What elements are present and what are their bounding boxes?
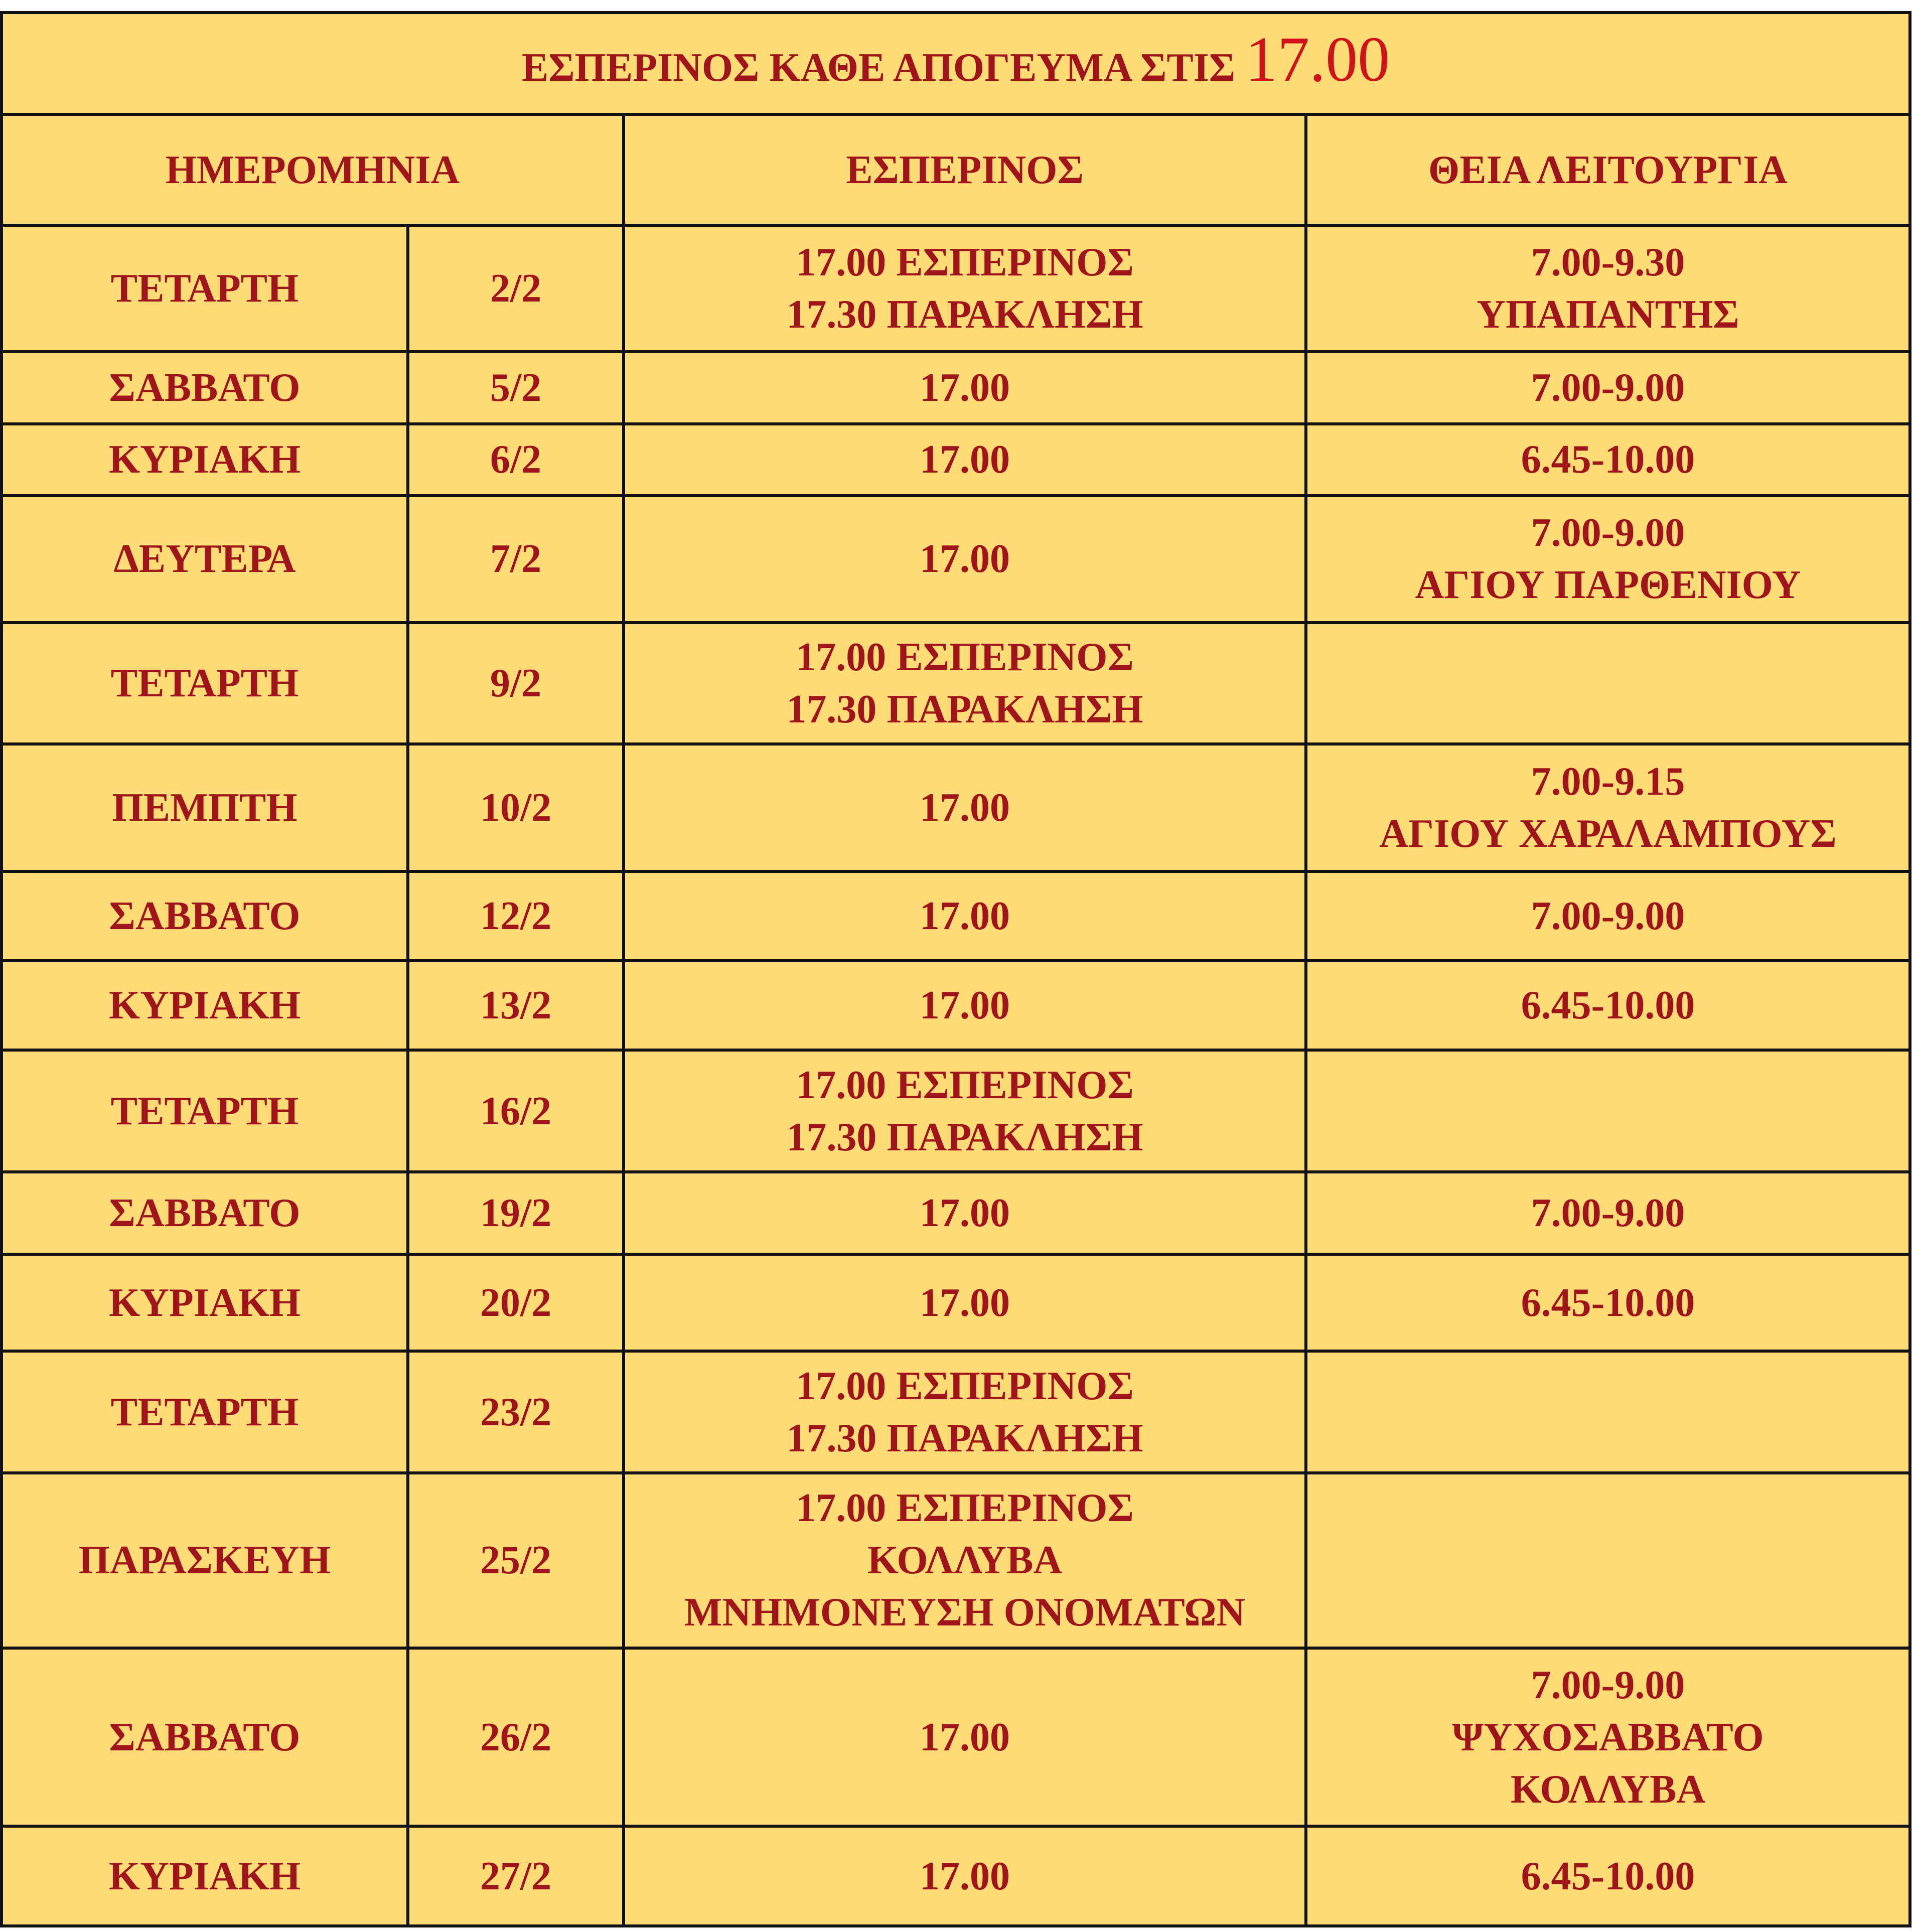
vespers-cell xyxy=(624,1172,1306,1254)
vespers-line: 17.30 ΠΑΡΑΚΛΗΣΗ xyxy=(786,687,1143,731)
schedule-sheet xyxy=(0,11,1908,1927)
schedule-row xyxy=(2,496,1910,623)
liturgy-cell xyxy=(1306,1050,1910,1172)
date-cell: 13/2 xyxy=(408,961,624,1050)
vespers-line: ΜΝΗΜΟΝΕΥΣΗ ΟΝΟΜΑΤΩΝ xyxy=(684,1590,1246,1635)
day-cell: ΤΕΤΑΡΤΗ xyxy=(2,225,408,352)
schedule-row xyxy=(2,623,1910,745)
date-cell: 10/2 xyxy=(408,744,624,871)
liturgy-cell xyxy=(1306,225,1910,352)
vespers-cell xyxy=(624,1826,1306,1926)
day-cell: ΚΥΡΙΑΚΗ xyxy=(2,961,408,1050)
liturgy-cell xyxy=(1306,623,1910,745)
day-cell: ΣΑΒΒΑΤΟ xyxy=(2,1648,408,1827)
day-cell: ΚΥΡΙΑΚΗ xyxy=(2,1254,408,1351)
date-cell: 5/2 xyxy=(408,352,624,423)
vespers-line: 17.00 xyxy=(920,1854,1010,1898)
vespers-line: 17.00 xyxy=(920,437,1010,482)
liturgy-cell xyxy=(1306,496,1910,623)
liturgy-cell xyxy=(1306,1254,1910,1351)
schedule-row xyxy=(2,352,1910,423)
schedule-row xyxy=(2,225,1910,352)
vespers-line: 17.30 ΠΑΡΑΚΛΗΣΗ xyxy=(786,1416,1143,1460)
date-cell: 9/2 xyxy=(408,623,624,745)
liturgy-line: ΑΓΙΟΥ ΠΑΡΘΕΝΙΟΥ xyxy=(1415,563,1801,608)
vespers-cell xyxy=(624,496,1306,623)
liturgy-cell xyxy=(1306,744,1910,871)
liturgy-line: ΚΟΛΛΥΒΑ xyxy=(1510,1767,1706,1812)
day-cell: ΚΥΡΙΑΚΗ xyxy=(2,424,408,496)
liturgy-cell xyxy=(1306,424,1910,496)
liturgy-line: 7.00-9.00 xyxy=(1531,366,1685,410)
vespers-line: 17.00 ΕΣΠΕΡΙΝΟΣ xyxy=(796,635,1134,679)
date-cell: 7/2 xyxy=(408,496,624,623)
day-cell: ΔΕΥΤΕΡΑ xyxy=(2,496,408,623)
page-title xyxy=(2,13,1910,114)
title-time: 17.00 xyxy=(1245,24,1390,95)
liturgy-line: 7.00-9.00 xyxy=(1531,511,1685,555)
vespers-line: 17.00 xyxy=(920,894,1010,938)
date-cell: 23/2 xyxy=(408,1351,624,1473)
vespers-line: 17.00 xyxy=(920,983,1010,1028)
date-cell: 2/2 xyxy=(408,225,624,352)
date-cell: 25/2 xyxy=(408,1473,624,1648)
vespers-cell xyxy=(624,1648,1306,1827)
liturgy-cell xyxy=(1306,1351,1910,1473)
vespers-line: 17.00 ΕΣΠΕΡΙΝΟΣ xyxy=(796,1486,1134,1531)
date-cell: 27/2 xyxy=(408,1826,624,1926)
liturgy-line: 7.00-9.15 xyxy=(1531,759,1685,804)
liturgy-cell xyxy=(1306,352,1910,423)
vespers-line: 17.00 xyxy=(920,785,1010,830)
vespers-line: 17.30 ΠΑΡΑΚΛΗΣΗ xyxy=(786,1115,1143,1159)
header-liturgy: ΘΕΙΑ ΛΕΙΤΟΥΡΓΙΑ xyxy=(1306,114,1910,225)
header-vespers: ΕΣΠΕΡΙΝΟΣ xyxy=(624,114,1306,225)
vespers-line: 17.00 ΕΣΠΕΡΙΝΟΣ xyxy=(796,1063,1134,1107)
date-cell: 12/2 xyxy=(408,871,624,961)
vespers-cell xyxy=(624,225,1306,352)
schedule-row xyxy=(2,871,1910,961)
schedule-row xyxy=(2,1172,1910,1254)
day-cell: ΤΕΤΑΡΤΗ xyxy=(2,1351,408,1473)
liturgy-line: 6.45-10.00 xyxy=(1521,437,1695,482)
vespers-line: 17.00 xyxy=(920,366,1010,410)
vespers-cell xyxy=(624,1473,1306,1648)
date-cell: 19/2 xyxy=(408,1172,624,1254)
vespers-cell xyxy=(624,871,1306,961)
schedule-row xyxy=(2,424,1910,496)
date-cell: 26/2 xyxy=(408,1648,624,1827)
day-cell: ΣΑΒΒΑΤΟ xyxy=(2,1172,408,1254)
day-cell: ΤΕΤΑΡΤΗ xyxy=(2,623,408,745)
vespers-cell xyxy=(624,1351,1306,1473)
schedule-table xyxy=(0,11,1911,1927)
vespers-line: 17.00 ΕΣΠΕΡΙΝΟΣ xyxy=(796,240,1134,285)
day-cell: ΣΑΒΒΑΤΟ xyxy=(2,871,408,961)
vespers-cell xyxy=(624,1254,1306,1351)
schedule-row xyxy=(2,744,1910,871)
vespers-line: 17.00 ΕΣΠΕΡΙΝΟΣ xyxy=(796,1364,1134,1408)
liturgy-cell xyxy=(1306,871,1910,961)
liturgy-line: ΨΥΧΟΣΑΒΒΑΤΟ xyxy=(1452,1715,1764,1759)
vespers-line: 17.00 xyxy=(920,1280,1010,1325)
liturgy-line: 7.00-9.30 xyxy=(1531,240,1685,285)
title-row xyxy=(2,13,1910,114)
liturgy-line: ΥΠΑΠΑΝΤΗΣ xyxy=(1477,292,1739,337)
day-cell: ΠΕΜΠΤΗ xyxy=(2,744,408,871)
vespers-line: 17.00 xyxy=(920,1191,1010,1235)
schedule-row xyxy=(2,1254,1910,1351)
schedule-row xyxy=(2,1351,1910,1473)
liturgy-cell xyxy=(1306,961,1910,1050)
date-cell: 20/2 xyxy=(408,1254,624,1351)
header-row xyxy=(2,114,1910,225)
vespers-line: 17.00 xyxy=(920,1715,1010,1759)
day-cell: ΚΥΡΙΑΚΗ xyxy=(2,1826,408,1926)
liturgy-line: 6.45-10.00 xyxy=(1521,1280,1695,1325)
header-date: ΗΜΕΡΟΜΗΝΙΑ xyxy=(2,114,624,225)
title-text: ΕΣΠΕΡΙΝΟΣ ΚΑΘΕ ΑΠΟΓΕΥΜΑ ΣΤΙΣ xyxy=(521,46,1236,90)
vespers-cell xyxy=(624,961,1306,1050)
liturgy-cell xyxy=(1306,1473,1910,1648)
date-cell: 16/2 xyxy=(408,1050,624,1172)
liturgy-line: 6.45-10.00 xyxy=(1521,1854,1695,1898)
vespers-line: 17.00 xyxy=(920,537,1010,581)
schedule-row xyxy=(2,1050,1910,1172)
vespers-line: ΚΟΛΛΥΒΑ xyxy=(867,1538,1063,1583)
vespers-cell xyxy=(624,623,1306,745)
vespers-line: 17.30 ΠΑΡΑΚΛΗΣΗ xyxy=(786,292,1143,337)
vespers-cell xyxy=(624,744,1306,871)
day-cell: ΤΕΤΑΡΤΗ xyxy=(2,1050,408,1172)
liturgy-cell xyxy=(1306,1826,1910,1926)
schedule-row xyxy=(2,961,1910,1050)
vespers-cell xyxy=(624,1050,1306,1172)
schedule-row xyxy=(2,1473,1910,1648)
liturgy-cell xyxy=(1306,1172,1910,1254)
schedule-row xyxy=(2,1826,1910,1926)
liturgy-line: ΑΓΙΟΥ ΧΑΡΑΛΑΜΠΟΥΣ xyxy=(1379,811,1837,856)
liturgy-line: 7.00-9.00 xyxy=(1531,894,1685,938)
liturgy-line: 7.00-9.00 xyxy=(1531,1191,1685,1235)
schedule-row xyxy=(2,1648,1910,1827)
date-cell: 6/2 xyxy=(408,424,624,496)
liturgy-cell xyxy=(1306,1648,1910,1827)
liturgy-line: 7.00-9.00 xyxy=(1531,1663,1685,1707)
day-cell: ΣΑΒΒΑΤΟ xyxy=(2,352,408,423)
vespers-cell xyxy=(624,352,1306,423)
vespers-cell xyxy=(624,424,1306,496)
liturgy-line: 6.45-10.00 xyxy=(1521,983,1695,1028)
day-cell: ΠΑΡΑΣΚΕΥΗ xyxy=(2,1473,408,1648)
